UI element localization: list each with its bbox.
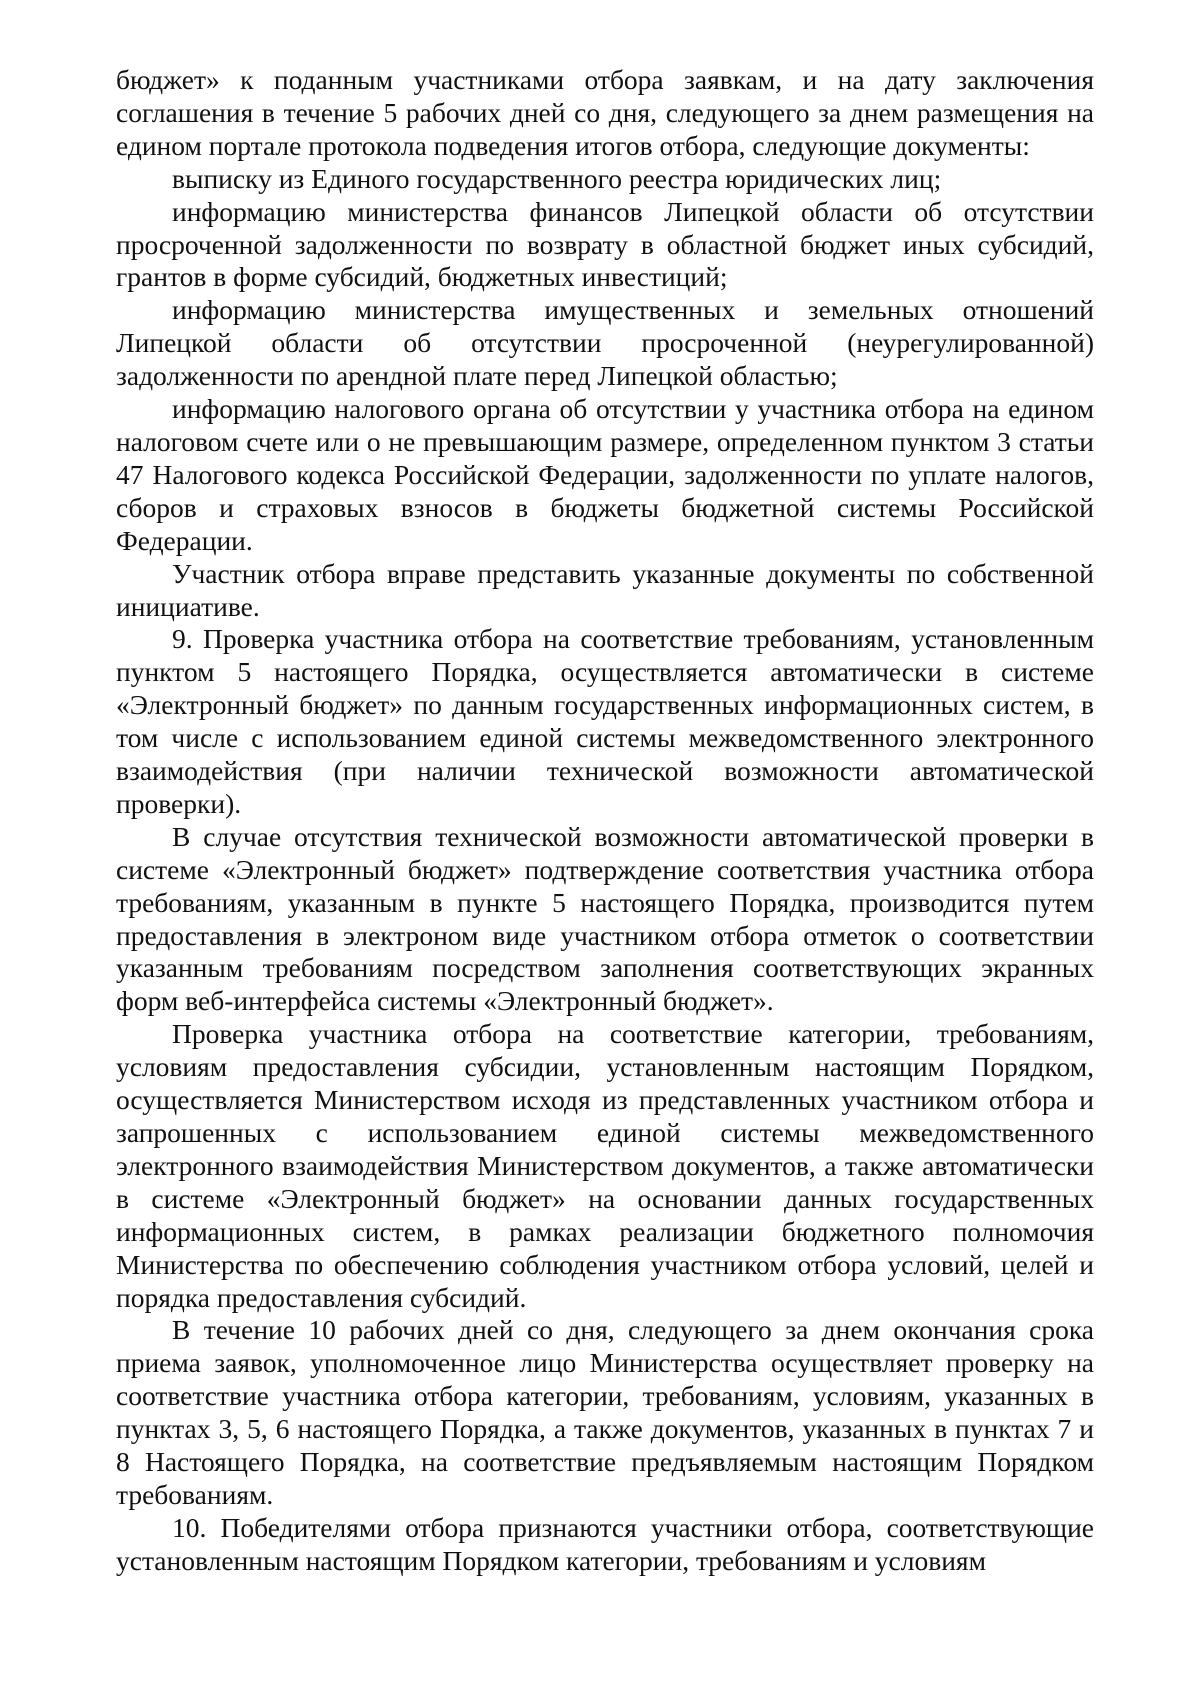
paragraph-ministry-verification: Проверка участника отбора на соответствие категории, требованиям, условиям предоставления субсидии, установленным настоящим Порядком, осуществляется Министерством исходя из представленных участником отбора и запрошенных с использованием единой системы межведомственного электронного взаимодействия Министерством документов, а также автоматически в системе «Электронный бюджет» на основании данных государственных информационных систем, в рамках реализации бюджетного полномочия Министерства по обеспечению соблюдения участником отбора условий, целей и порядка предоставления субсидий. <box>116 1018 1094 1313</box>
paragraph-property-ministry-info: информацию министерства имущественных и земельных отношений Липецкой области об отсутствии просроченной (неурегулированной) задолженности по арендной плате перед Липецкой областью; <box>116 294 1094 392</box>
paragraph-item-9: 9. Проверка участника отбора на соответствие требованиям, установленным пунктом 5 настоящего Порядка, осуществляется автоматически в системе «Электронный бюджет» по данным государственных информационных систем, в том числе с использованием единой системы межведомственного электронного взаимодействия (при наличии технической возможности автоматической проверки). <box>116 623 1094 819</box>
paragraph-tax-authority-info: информацию налогового органа об отсутствии у участника отбора на едином налоговом счете или о не превышающим размере, определенном пунктом 3 статьи 47 Налогового кодекса Российской Федерации, задолженности по уплате налогов, сборов и страховых взносов в бюджеты бюджетной системы Российской Федерации. <box>116 393 1094 556</box>
paragraph-item-10: 10. Победителями отбора признаются участники отбора, соответствующие установленным настоящим Порядком категории, требованиям и условиям <box>116 1511 1094 1576</box>
document-page <box>116 64 1094 1578</box>
paragraph-documents-intro: бюджет» к поданным участниками отбора заявкам, и на дату заключения соглашения в течение 5 рабочих дней со дня, следующего за днем размещения на едином портале протокола подведения итогов отбора, следующие документы: <box>116 64 1094 161</box>
paragraph-no-technical-possibility: В случае отсутствия технической возможности автоматической проверки в системе «Электронный бюджет» подтверждение соответствия участника отбора требованиям, указанным в пункте 5 настоящего Порядка, производится путем предоставления в электроном виде участником отбора отметок о соответствии указанным требованиям посредством заполнения соответствующих экранных форм веб-интерфейса системы «Электронный бюджет». <box>116 820 1094 1017</box>
paragraph-verification-deadline: В течение 10 рабочих дней со дня, следующего за днем окончания срока приема заявок, уполномоченное лицо Министерства осуществляет проверку на соответствие участника отбора категории, требованиям, условиям, указанных в пунктах 3, 5, 6 настоящего Порядка, а также документов, указанных в пунктах 7 и 8 Настоящего Порядка, на соответствие предъявляемым настоящим Порядком требованиям. <box>116 1314 1094 1510</box>
paragraph-own-initiative: Участник отбора вправе представить указанные документы по собственной инициативе. <box>116 557 1094 622</box>
paragraph-finance-ministry-info: информацию министерства финансов Липецкой области об отсутствии просроченной задолженности по возврату в областной бюджет иных субсидий, грантов в форме субсидий, бюджетных инвестиций; <box>116 195 1094 293</box>
paragraph-egrul-extract: выписку из Единого государственного реестра юридических лиц; <box>172 162 942 194</box>
